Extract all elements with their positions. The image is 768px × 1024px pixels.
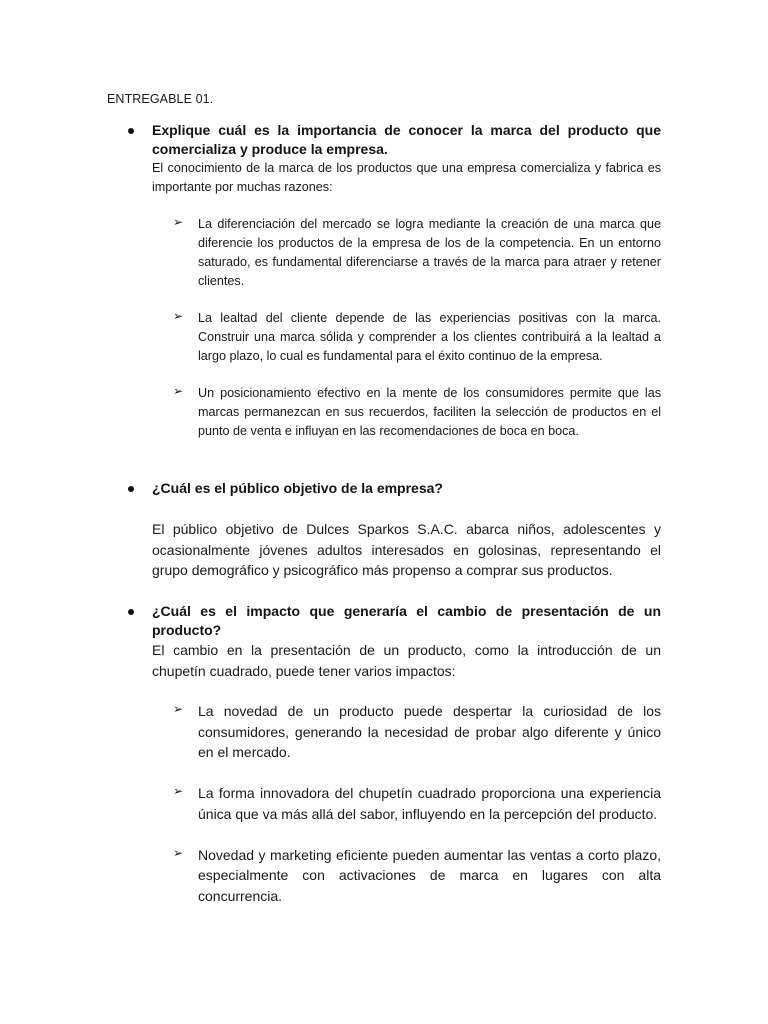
- question-row: [107, 479, 661, 498]
- bullet-dot-icon: [128, 128, 134, 134]
- list-item: [107, 215, 661, 291]
- arrowhead-bullet-icon: ➢: [173, 784, 184, 799]
- list-item-text: Novedad y marketing eficiente pueden aumentar las ventas a corto plazo, especialmente con activaciones de marca en lugares con alta concurrencia.: [198, 846, 661, 904]
- list-item-text: La diferenciación del mercado se logra mediante la creación de una marca que diferencie los productos de la empresa de los de la competencia. En un entorno saturado, es fundamental diferenciarse a través de la marca para atraer y retener clientes.: [198, 217, 661, 288]
- list-item-text: La lealtad del cliente depende de las experiencias positivas con la marca. Construir una marca sólida y comprender a los clientes contribuirá a la lealtad a largo plazo, lo cual es fundamental para el éxito continuo de la empresa.: [198, 311, 661, 363]
- list-item-text: Un posicionamiento efectivo en la mente de los consumidores permite que las marcas permanezcan en sus recuerdos, faciliten la selección de productos en el punto de venta e influyan en las recomendaciones de boca en boca.: [198, 386, 661, 438]
- question-row: [107, 602, 661, 640]
- question-row: [107, 121, 661, 159]
- section-target-audience: [107, 479, 661, 581]
- list-item-text: La novedad de un producto puede despertar la curiosidad de los consumidores, generando la necesidad de probar algo diferente y único en el mercado.: [198, 703, 661, 761]
- list-item: [107, 701, 661, 763]
- section-intro: El cambio en la presentación de un producto, como la introducción de un chupetín cuadrado, puede tener varios impactos:: [152, 642, 661, 679]
- list-item: [107, 783, 661, 824]
- arrowhead-bullet-icon: ➢: [173, 845, 184, 860]
- arrowhead-bullet-icon: ➢: [173, 309, 184, 323]
- list-item-text: La forma innovadora del chupetín cuadrado proporciona una experiencia única que va más allá del sabor, influyendo en la percepción del producto.: [198, 785, 661, 822]
- question-heading: Explique cuál es la importancia de conocer la marca del producto que comercializa y produce la empresa.: [152, 122, 661, 157]
- list-item: [107, 384, 661, 441]
- list-item: [107, 845, 661, 907]
- section-answer: El público objetivo de Dulces Sparkos S.A.C. abarca niños, adolescentes y ocasionalmente jóvenes adultos interesados en golosinas, representando el grupo demográfico y psicográfico más propenso a comprar sus productos.: [152, 521, 661, 578]
- list-item: [107, 309, 661, 366]
- question-heading: ¿Cuál es el público objetivo de la empresa?: [152, 480, 443, 496]
- arrowhead-bullet-icon: ➢: [173, 384, 184, 398]
- bullet-dot-icon: [128, 609, 134, 615]
- question-heading: ¿Cuál es el impacto que generaría el cambio de presentación de un producto?: [152, 603, 661, 638]
- document-title: ENTREGABLE 01.: [107, 92, 214, 106]
- arrowhead-bullet-icon: ➢: [173, 215, 184, 229]
- section-intro: El conocimiento de la marca de los productos que una empresa comercializa y fabrica es importante por muchas razones:: [152, 161, 661, 194]
- arrowhead-bullet-icon: ➢: [173, 702, 184, 716]
- section-brand-importance: [107, 121, 661, 441]
- bullet-dot-icon: [128, 486, 134, 492]
- section-presentation-impact: [107, 602, 661, 907]
